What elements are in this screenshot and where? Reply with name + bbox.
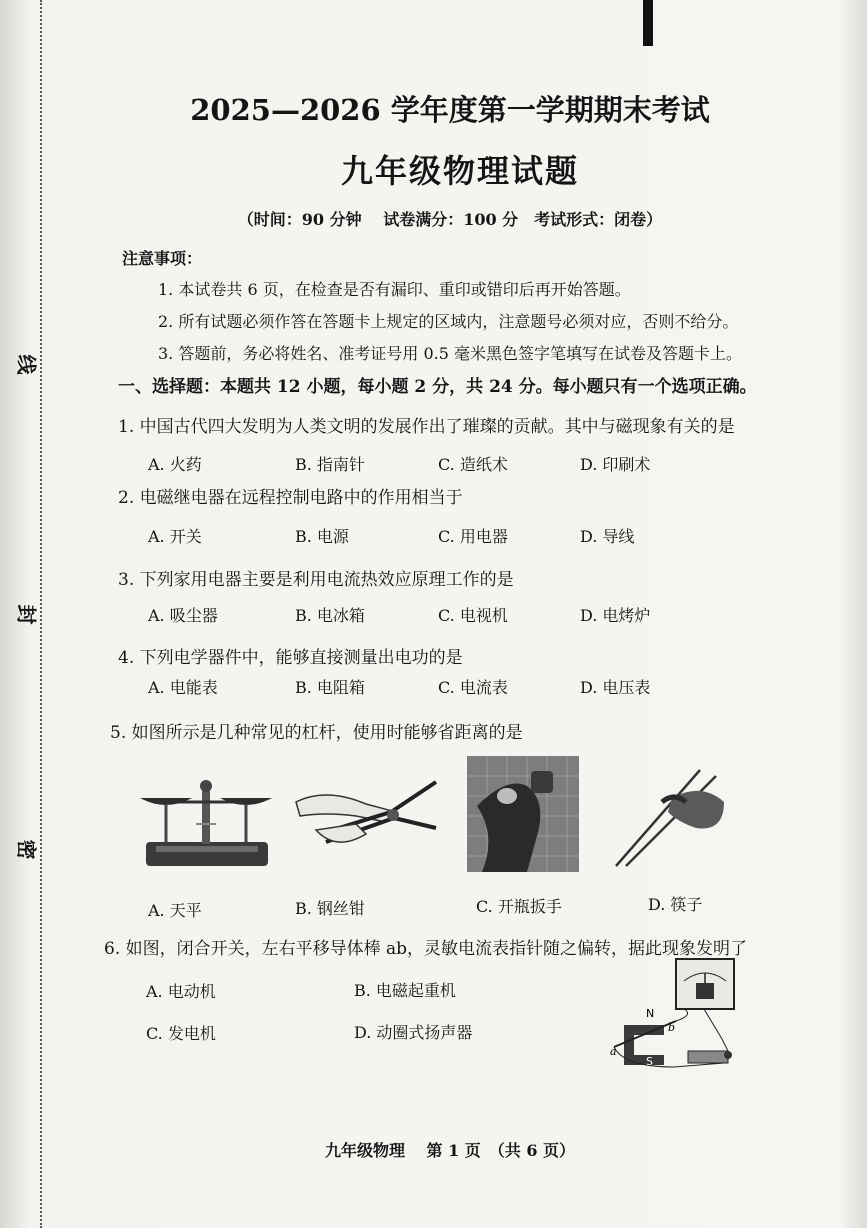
option: D. 动圈式扬声器 (354, 1023, 473, 1042)
label-a: a (610, 1045, 617, 1058)
page-footer: 九年级物理 第 1 页 （共 6 页） (324, 1141, 576, 1160)
option: D. 印刷术 (580, 455, 651, 474)
side-label-mi: 密 (14, 839, 39, 860)
exam-title: 2025—2026 学年度第一学期期末考试 (190, 93, 710, 127)
option: A. 开关 (148, 527, 202, 546)
option: D. 筷子 (648, 895, 703, 914)
option: D. 导线 (580, 527, 635, 546)
question-stem: 2. 电磁继电器在远程控制电路中的作用相当于 (118, 488, 463, 508)
print-mark (643, 0, 653, 46)
exam-subtitle: 九年级物理试题 (340, 152, 579, 190)
note-item: 3. 答题前，务必将姓名、准考证号用 0.5 毫米黑色签字笔填写在试卷及答题卡上。 (158, 344, 742, 363)
option: A. 电动机 (146, 982, 216, 1001)
side-label-feng: 封 (14, 604, 39, 625)
option: C. 开瓶扳手 (476, 897, 562, 916)
chopsticks-figure (612, 762, 730, 870)
exam-info: （时间：90 分钟 试卷满分：100 分 考试形式：闭卷） (237, 210, 663, 229)
note-item: 2. 所有试题必须作答在答题卡上规定的区域内，注意题号必须对应，否则不给分。 (158, 312, 739, 331)
question-stem: 3. 下列家用电器主要是利用电流热效应原理工作的是 (118, 570, 514, 590)
option: D. 电压表 (580, 678, 651, 697)
option: C. 用电器 (438, 527, 508, 546)
note-item: 1. 本试卷共 6 页，在检查是否有漏印、重印或错印后再开始答题。 (158, 280, 631, 299)
question-stem: 1. 中国古代四大发明为人类文明的发展作出了璀璨的贡献。其中与磁现象有关的是 (118, 417, 735, 437)
option: A. 电能表 (148, 678, 218, 697)
label-b: b (668, 1021, 676, 1034)
option: B. 电冰箱 (295, 606, 365, 625)
induction-circuit-figure (604, 955, 744, 1075)
option: B. 电阻箱 (295, 678, 365, 697)
label-s: S (646, 1055, 653, 1068)
section-heading: 一、选择题：本题共 12 小题，每小题 2 分，共 24 分。每小题只有一个选项正确。 (118, 377, 757, 397)
question-stem: 5. 如图所示是几种常见的杠杆，使用时能够省距离的是 (110, 723, 523, 743)
question-stem: 6. 如图，闭合开关，左右平移导体棒 ab，灵敏电流表指针随之偏转，据此现象发明了 (104, 939, 748, 959)
option: C. 发电机 (146, 1024, 216, 1043)
notes-heading: 注意事项： (122, 249, 203, 268)
option: B. 指南针 (295, 455, 365, 474)
option: B. 钢丝钳 (295, 899, 365, 918)
question-stem: 4. 下列电学器件中，能够直接测量出电功的是 (118, 648, 463, 668)
pliers-figure (286, 772, 446, 862)
option: C. 造纸术 (438, 455, 508, 474)
option: A. 火药 (148, 455, 202, 474)
option: C. 电视机 (438, 606, 508, 625)
bottle-opener-figure (467, 756, 579, 872)
option: A. 吸尘器 (148, 606, 218, 625)
option: D. 电烤炉 (580, 606, 651, 625)
option: B. 电源 (295, 527, 349, 546)
label-n: N (646, 1007, 655, 1020)
option: A. 天平 (148, 901, 202, 920)
option: B. 电磁起重机 (354, 981, 456, 1000)
option: C. 电流表 (438, 678, 508, 697)
side-label-xian: 线 (14, 354, 39, 375)
balance-figure (136, 772, 276, 872)
